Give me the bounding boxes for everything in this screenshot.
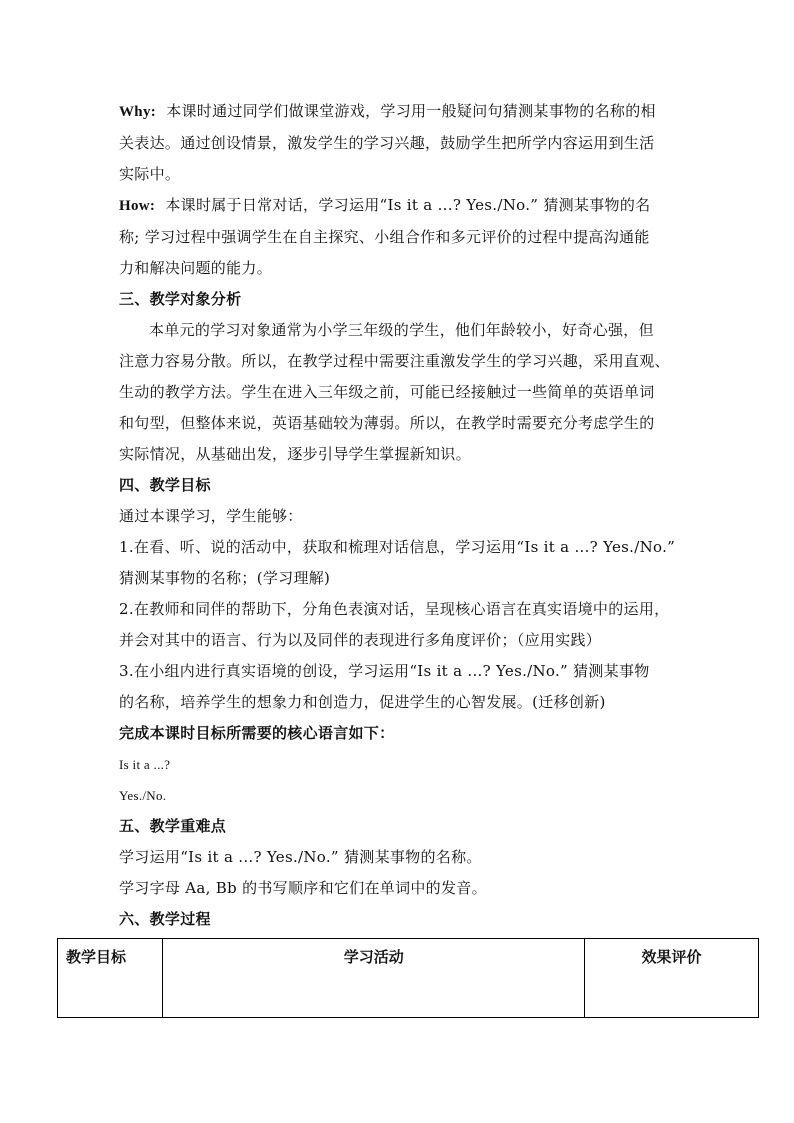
how-label: How: (119, 198, 156, 214)
objective-1-line-2: 猜测某事物的名称；(学习理解) (119, 569, 331, 587)
section-4-intro: 通过本课学习，学生能够： (119, 507, 303, 525)
section-5-line-1: 学习运用“Is it a ...? Yes./No.” 猜测某事物的名称。 (119, 848, 482, 866)
objective-2-line-1: 2.在教师和同伴的帮助下，分角色表演对话，呈现核心语言在真实语境中的运用， (119, 600, 670, 618)
header-effect-evaluation: 效果评价 (584, 939, 758, 1018)
section-3-line-4: 和句型，但整体来说，英语基础较为薄弱。所以，在教学时需要充分考虑学生的 (119, 414, 655, 432)
objective-1-line-1: 1.在看、听、说的活动中，获取和梳理对话信息，学习运用“Is it a ...? Yes./No.” (119, 538, 676, 556)
section-3-heading: 三、教学对象分析 (119, 290, 242, 308)
why-paragraph (119, 96, 679, 128)
why-label: Why: (119, 104, 157, 120)
table-header-row (58, 939, 759, 1018)
section-6-heading: 六、教学过程 (119, 910, 211, 928)
section-5-line-2: 学习字母 Aa, Bb 的书写顺序和它们在单词中的发音。 (119, 879, 487, 897)
section-4-heading: 四、教学目标 (119, 476, 211, 494)
section-3-line-5: 实际情况，从基础出发，逐步引导学生掌握新知识。 (119, 445, 471, 463)
objective-3-line-2: 的名称，培养学生的想象力和创造力，促进学生的心智发展。(迁移创新) (119, 693, 606, 711)
how-line-2: 称; 学习过程中强调学生在自主探究、小组合作和多元评价的过程中提高沟通能 (119, 228, 650, 246)
objective-3-line-1: 3.在小组内进行真实语境的创设，学习运用“Is it a ...? Yes./No.” 猜测某事物 (119, 662, 650, 680)
objective-2-line-2: 并会对其中的语言、行为以及同伴的表现进行多角度评价；（应用实践） (119, 631, 602, 649)
how-line-3: 力和解决问题的能力。 (119, 259, 273, 277)
section-3-line-3: 生动的教学方法。学生在进入三年级之前，可能已经接触过一些简单的英语单词 (119, 383, 655, 401)
teaching-process-table (57, 938, 759, 1018)
section-3-line-1: 本单元的学习对象通常为小学三年级的学生，他们年龄较小，好奇心强，但 (149, 321, 654, 339)
document-body (119, 96, 679, 935)
why-line-2: 关表达。通过创设情景，激发学生的学习兴趣，鼓励学生把所学内容运用到生活 (119, 134, 655, 152)
core-language-answer: Yes./No. (119, 788, 167, 803)
why-line-3: 实际中。 (119, 165, 181, 183)
header-learning-activity: 学习活动 (163, 939, 584, 1018)
how-line-1: 本课时属于日常对话，学习运用“Is it a ...? Yes./No.” 猜测某事物的名 (165, 196, 651, 214)
section-3-line-2: 注意力容易分散。所以，在教学过程中需要注重激发学生的学习兴趣，采用直观、 (119, 352, 670, 370)
core-language-question: Is it a ...? (119, 757, 171, 772)
section-5-heading: 五、教学重难点 (119, 817, 227, 835)
how-paragraph (119, 190, 679, 222)
why-line-1: 本课时通过同学们做课堂游戏，学习用一般疑问句猜测某事物的名称的相 (166, 102, 656, 120)
header-teaching-objective: 教学目标 (58, 939, 163, 1018)
core-language-heading: 完成本课时目标所需要的核心语言如下： (119, 724, 395, 742)
